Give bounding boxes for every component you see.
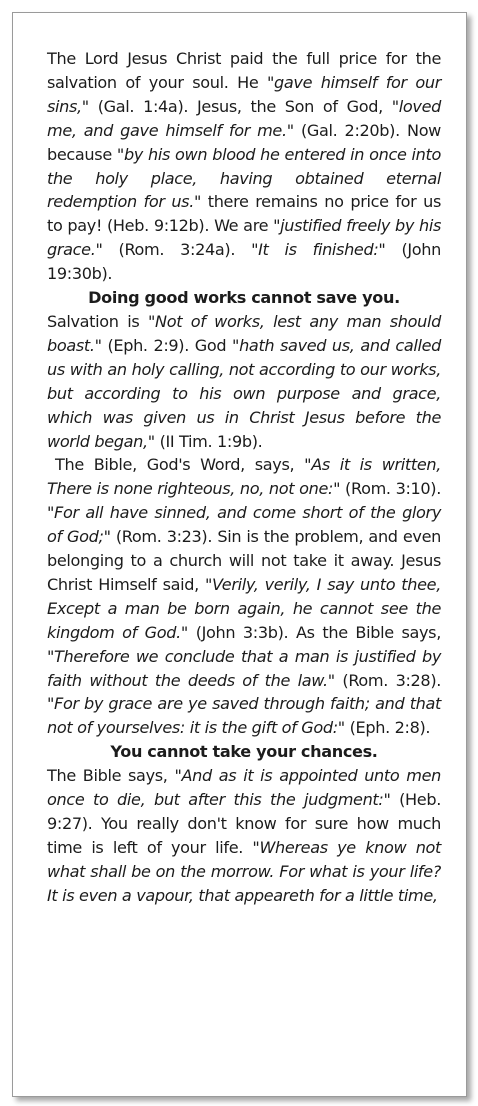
text-run: there remains no price for us to pay! (Heb. 9:12b). We are bbox=[47, 192, 441, 236]
text-run: (John 19:30b). bbox=[47, 240, 441, 284]
text-run: (Rom. 3:10). bbox=[340, 479, 441, 499]
scripture-quote: "justified freely by his grace." bbox=[47, 216, 441, 260]
text-run: (Rom. 3:23). Sin is the problem, and even belonging to a church will not take it away. Jesus Christ Himself said, bbox=[47, 527, 442, 594]
text-run: The Bible, God's Word, says, bbox=[55, 455, 305, 475]
text-run: (Heb. 9:27). You really don't know for sure how much time is left of your life. bbox=[47, 790, 441, 857]
text-run: (Rom. 3:28). bbox=[334, 670, 442, 690]
scripture-quote: "As it is written, There is none righteous, no, not one:" bbox=[47, 455, 441, 499]
text-run: The Lord Jesus Christ paid the full price for the salvation of your soul. He bbox=[47, 49, 441, 92]
body-paragraph bbox=[47, 764, 441, 907]
text-run: (Eph. 2:8). bbox=[344, 718, 431, 738]
text-run: (Gal. 2:20b). Now because bbox=[47, 120, 441, 164]
body-paragraph bbox=[47, 47, 441, 286]
body-paragraph bbox=[47, 310, 441, 453]
text-run: (Rom. 3:24a). bbox=[102, 240, 252, 260]
scripture-quote: "Therefore we conclude that a man is justified by faith without the deeds of the law." bbox=[47, 646, 441, 690]
scripture-quote: "And as it is appointed unto men once to die, but after this the judgment:" bbox=[47, 766, 441, 810]
scripture-quote: "gave himself for our sins," bbox=[47, 72, 441, 116]
scripture-quote: "Whereas ye know not what shall be on the morrow. For what is your life? It is even a vapour, that appeareth for a little time, bbox=[47, 837, 441, 905]
scripture-quote: "by his own blood he entered in once into the holy place, having obtained eternal redemption for us." bbox=[47, 144, 441, 212]
tract-text bbox=[47, 47, 441, 908]
section-heading: You cannot take your chances. bbox=[110, 742, 378, 762]
scripture-quote: "hath saved us, and called us with an holy calling, not according to our works, but according to his own purpose and grace, which was given us in Christ Jesus before the world began," bbox=[47, 335, 441, 451]
scripture-quote: "For by grace are ye saved through faith; and that not of yourselves: it is the gift of God:" bbox=[47, 694, 441, 738]
text-run: (II Tim. 1:9b). bbox=[154, 431, 263, 451]
scripture-quote: "It is finished:" bbox=[251, 240, 386, 260]
scripture-quote: "For all have sinned, and come short of the glory of God;" bbox=[47, 503, 441, 547]
scripture-quote: "Not of works, lest any man should boast." bbox=[47, 311, 441, 355]
text-run: (John 3:3b). As the Bible says, bbox=[188, 622, 441, 642]
text-run: The Bible says, bbox=[47, 766, 175, 786]
body-paragraph bbox=[47, 453, 441, 740]
text-run: (Gal. 1:4a). Jesus, the Son of God, bbox=[88, 96, 392, 116]
tract-page bbox=[12, 12, 467, 1097]
text-run: (Eph. 2:9). God bbox=[101, 335, 233, 355]
scripture-quote: "Verily, verily, I say unto thee, Except a man be born again, he cannot see the kingdom of God." bbox=[47, 574, 441, 642]
section-heading: Doing good works cannot save you. bbox=[88, 288, 400, 308]
text-run: Salvation is bbox=[47, 311, 148, 331]
scripture-quote: "loved me, and gave himself for me." bbox=[47, 96, 441, 140]
